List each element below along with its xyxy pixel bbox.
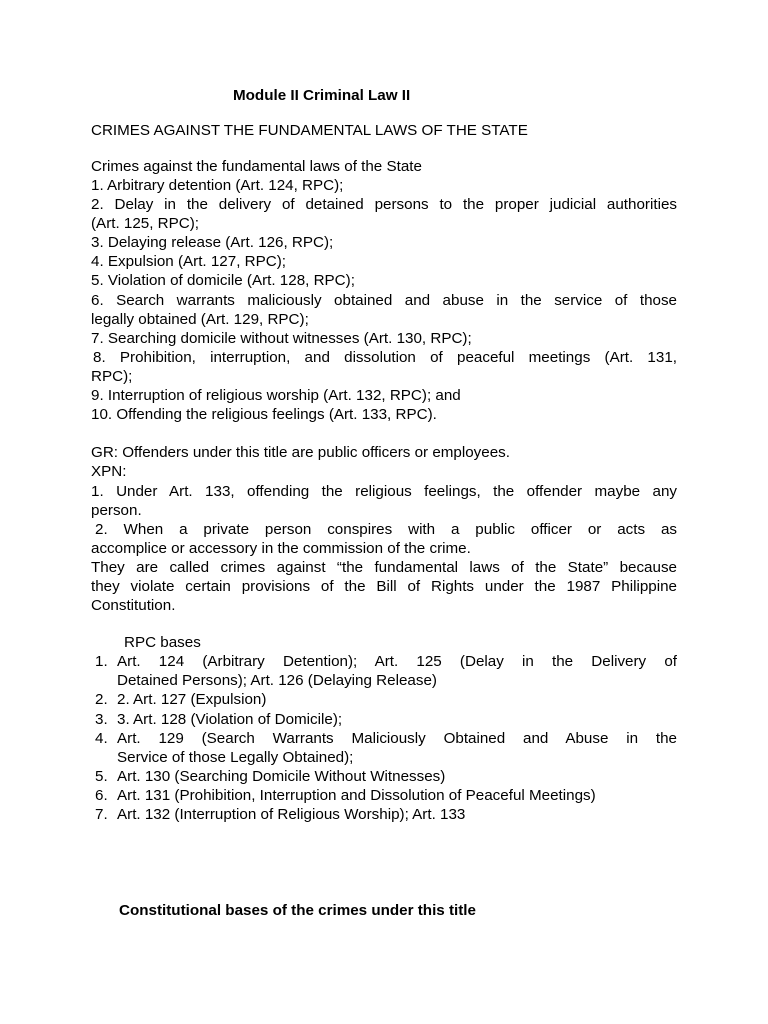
explanation-line-1: They are called crimes against “the fundamental laws of the State” because bbox=[91, 559, 677, 576]
section-heading: CRIMES AGAINST THE FUNDAMENTAL LAWS OF THE STATE bbox=[91, 122, 528, 139]
crime-item-8: 8. Prohibition, interruption, and dissolution of peaceful meetings (Art. 131, bbox=[93, 349, 677, 366]
rpc-base-number-3: 3. bbox=[95, 711, 108, 728]
rpc-base-number-1: 1. bbox=[95, 653, 108, 670]
exception-item-2-cont: accomplice or accessory in the commission of the crime. bbox=[91, 540, 471, 557]
crime-item-4: 4. Expulsion (Art. 127, RPC); bbox=[91, 253, 286, 270]
rpc-base-item-1-cont: Detained Persons); Art. 126 (Delaying Release) bbox=[117, 672, 437, 689]
rpc-base-item-4: Art. 129 (Search Warrants Maliciously Obtained and Abuse in the bbox=[117, 730, 677, 747]
rpc-base-item-5: Art. 130 (Searching Domicile Without Witnesses) bbox=[117, 768, 446, 785]
crimes-intro: Crimes against the fundamental laws of the State bbox=[91, 158, 422, 175]
rpc-base-item-4-cont: Service of those Legally Obtained); bbox=[117, 749, 354, 766]
exception-item-2: 2. When a private person conspires with a public officer or acts as bbox=[95, 521, 677, 538]
crime-item-6-cont: legally obtained (Art. 129, RPC); bbox=[91, 311, 309, 328]
module-title: Module II Criminal Law II bbox=[233, 87, 411, 104]
rpc-base-number-6: 6. bbox=[95, 787, 108, 804]
rpc-base-item-7: Art. 132 (Interruption of Religious Worship); Art. 133 bbox=[117, 806, 466, 823]
exception-item-1-cont: person. bbox=[91, 502, 142, 519]
exception-item-1: 1. Under Art. 133, offending the religious feelings, the offender maybe any bbox=[91, 483, 677, 500]
crime-item-7: 7. Searching domicile without witnesses (Art. 130, RPC); bbox=[91, 330, 472, 347]
crime-item-10: 10. Offending the religious feelings (Art. 133, RPC). bbox=[91, 406, 437, 423]
crime-item-5: 5. Violation of domicile (Art. 128, RPC); bbox=[91, 272, 355, 289]
crime-item-6: 6. Search warrants maliciously obtained and abuse in the service of those bbox=[91, 292, 677, 309]
explanation-line-2: they violate certain provisions of the Bill of Rights under the 1987 Philippine bbox=[91, 578, 677, 595]
rpc-base-number-2: 2. bbox=[95, 691, 108, 708]
constitutional-bases-heading: Constitutional bases of the crimes under this title bbox=[119, 902, 476, 919]
rpc-base-item-1: Art. 124 (Arbitrary Detention); Art. 125 (Delay in the Delivery of bbox=[117, 653, 677, 670]
crime-item-2-cont: (Art. 125, RPC); bbox=[91, 215, 200, 232]
rpc-bases-label: RPC bases bbox=[124, 634, 201, 651]
crime-item-1: 1. Arbitrary detention (Art. 124, RPC); bbox=[91, 177, 344, 194]
rpc-base-number-5: 5. bbox=[95, 768, 108, 785]
rpc-base-item-3: 3. Art. 128 (Violation of Domicile); bbox=[117, 711, 343, 728]
crime-item-8-cont: RPC); bbox=[91, 368, 133, 385]
rpc-base-number-4: 4. bbox=[95, 730, 108, 747]
rpc-base-item-2: 2. Art. 127 (Expulsion) bbox=[117, 691, 267, 708]
crime-item-9: 9. Interruption of religious worship (Art. 132, RPC); and bbox=[91, 387, 461, 404]
general-rule: GR: Offenders under this title are public officers or employees. bbox=[91, 444, 510, 461]
rpc-base-item-6: Art. 131 (Prohibition, Interruption and Dissolution of Peaceful Meetings) bbox=[117, 787, 596, 804]
crime-item-2: 2. Delay in the delivery of detained persons to the proper judicial authorities bbox=[91, 196, 677, 213]
crime-item-3: 3. Delaying release (Art. 126, RPC); bbox=[91, 234, 334, 251]
explanation-line-3: Constitution. bbox=[91, 597, 176, 614]
rpc-base-number-7: 7. bbox=[95, 806, 108, 823]
exception-label: XPN: bbox=[91, 463, 127, 480]
